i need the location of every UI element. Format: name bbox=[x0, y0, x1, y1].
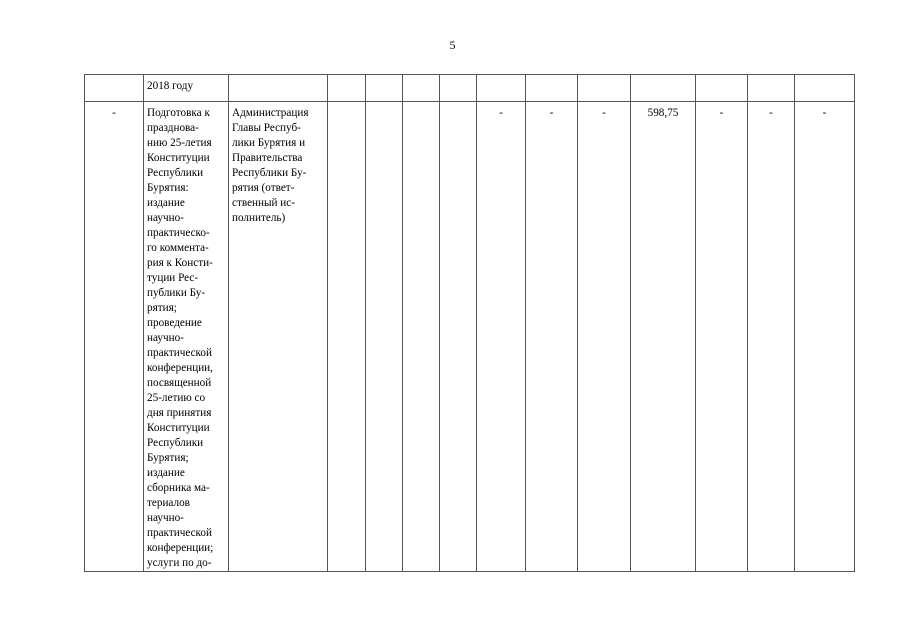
cell-value: - bbox=[477, 102, 526, 572]
table-row bbox=[85, 75, 855, 102]
cell bbox=[526, 75, 578, 102]
cell-num: - bbox=[85, 102, 144, 572]
cell-value: - bbox=[748, 102, 795, 572]
cell-value: 598,75 bbox=[631, 102, 696, 572]
page-number: 5 bbox=[449, 38, 456, 52]
cell bbox=[631, 75, 696, 102]
table-row bbox=[85, 102, 855, 572]
cell bbox=[748, 75, 795, 102]
cell-name: 2018 году bbox=[144, 75, 229, 102]
cell-value bbox=[440, 102, 477, 572]
cell-name: Подготовка к празднова- нию 25-летия Конституции Республики Бурятия: издание научно- практическо- го коммента- рия к Консти- туции Рес- публики Бу- рятия; проведение научно- практической конференции, посвященной 25-летию со дня принятия Конституции Республики Бурятия; издание сборника ма- териалов научно- практической конференции; услуги по до- bbox=[144, 102, 229, 572]
cell-value: - bbox=[578, 102, 631, 572]
cell-value: - bbox=[696, 102, 748, 572]
cell bbox=[696, 75, 748, 102]
cell bbox=[477, 75, 526, 102]
cell bbox=[440, 75, 477, 102]
budget-table bbox=[84, 74, 855, 572]
cell-value bbox=[328, 102, 366, 572]
cell-value: - bbox=[526, 102, 578, 572]
cell bbox=[403, 75, 440, 102]
cell-value bbox=[403, 102, 440, 572]
cell-executor: Администрация Главы Респуб- лики Бурятия и Правительства Республики Бу- рятия (ответ- ственный ис- полнитель) bbox=[229, 102, 328, 572]
cell-value: - bbox=[795, 102, 855, 572]
cell bbox=[578, 75, 631, 102]
cell-num bbox=[85, 75, 144, 102]
cell-value bbox=[366, 102, 403, 572]
cell bbox=[366, 75, 403, 102]
cell bbox=[328, 75, 366, 102]
cell bbox=[795, 75, 855, 102]
cell-executor bbox=[229, 75, 328, 102]
